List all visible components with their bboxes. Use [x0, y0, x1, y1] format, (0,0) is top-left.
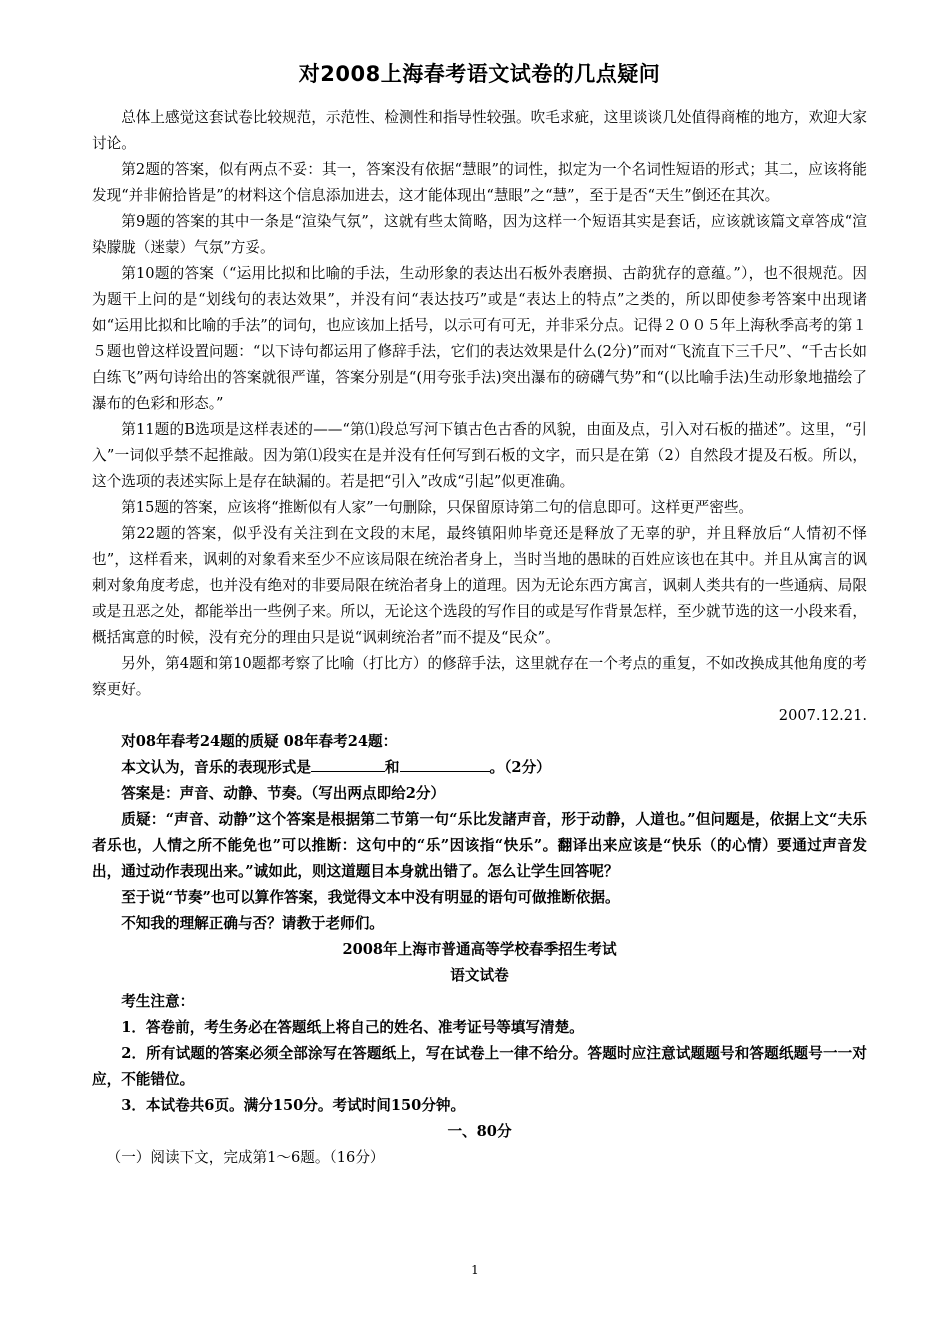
- notice-item: 1．答卷前，考生务必在答题纸上将自己的姓名、准考证号等填写清楚。: [121, 1019, 584, 1036]
- exam-title: 2008年上海市普通高等学校春季招生考试: [342, 941, 617, 958]
- exam-subtitle: 语文试卷: [450, 967, 509, 984]
- question-prefix: 本文认为，音乐的表现形式是: [121, 759, 311, 776]
- paragraph-q11: 第11题的B选项是这样表述的——“第⑴段总写河下镇古色古香的风貌，由面及点，引入对石板的描述”。这里，“引入”一词似乎禁不起推敲。因为第⑴段实在是并没有任何写到石板的文字，而只是在第（2）自然段才提及石板。所以，这个选项的表述实际上是存在缺漏的。若是把“引入”改成“引起”似更准确。: [92, 421, 867, 490]
- paragraph-other: 另外，第4题和第10题都考察了比喻（打比方）的修辞手法，这里就存在一个考点的重复，不如改换成其他角度的考察更好。: [92, 655, 867, 698]
- page-number: 1: [471, 1263, 479, 1277]
- question-text: [92, 755, 867, 781]
- question-mid: 和: [384, 759, 400, 776]
- ask-paragraph: 不知我的理解正确与否？请教于老师们。: [121, 915, 384, 932]
- paragraph-q9: 第9题的答案的其中一条是“渲染气氛”，这就有些太简略，因为这样一个短语其实是套话，应该就该篇文章答成“渲染朦胧（迷蒙）气氛”方妥。: [92, 213, 867, 256]
- doubt-paragraph: 质疑：“声音、动静”这个答案是根据第二节第一句“乐比发諸声音，形于动静，人道也。”但问题是，依据上文“夫乐者乐也，人情之所不能免也”可以推断：这句中的“乐”因该指“快乐”。翻译出来应该是“快乐（的心情）要通过声音发出，通过动作表现出来。”诚如此，则这道题目本身就出错了。怎么让学生回答呢？: [92, 811, 867, 880]
- date-line: 2007.12.21.: [778, 707, 867, 724]
- rhythm-paragraph: 至于说“节奏”也可以算作答案，我觉得文本中没有明显的语句可做推断依据。: [121, 889, 620, 906]
- answer-blank-1: [311, 757, 385, 772]
- paragraph-q10: 第10题的答案（“运用比拟和比喻的手法，生动形象的表达出石板外表磨损、古韵犹存的意蕴。”），也不很规范。因为题干上问的是“划线句的表达效果”，并没有问“表达技巧”或是“表达上的特点”之类的，所以即使参考答案中出现诸如“运用比拟和比喻的手法”的词句，也应该加上括号，以示可有可无，并非采分点。记得２００５年上海秋季高考的第１５题也曾这样设置问题：“以下诗句都运用了修辞手法，它们的表达效果是什么(2分)”而对“飞流直下三千尺”、“千古长如白练飞”两句诗给出的答案就很严谨，答案分别是“(用夸张手法)突出瀑布的磅礴气势”和“(以比喻手法)生动形象地描绘了瀑布的色彩和形态。”: [92, 265, 867, 412]
- document-page: [92, 58, 867, 1171]
- paragraph-q22: 第22题的答案，似乎没有关注到在文段的末尾，最终镇阳帅毕竟还是释放了无辜的驴，并且释放后“人情初不怿也”，这样看来，讽刺的对象看来至少不应该局限在统治者身上，当时当地的愚昧的百姓应该也在其中。并且从寓言的讽刺对象角度考虑，也并没有绝对的非要局限在统治者身上的道理。因为无论东西方寓言，讽刺人类共有的一些通病、局限或是丑恶之处，都能举出一些例子来。所以，无论这个选段的写作目的或是写作背景怎样，至少就节选的这一小段来看，概括寓意的时候，没有充分的理由只是说“讽刺统治者”而不提及“民众”。: [92, 525, 867, 646]
- question-heading: 对08年春考24题的质疑 08年春考24题：: [121, 733, 398, 750]
- paragraph-q15: 第15题的答案，应该将“推断似有人家”一句删除，只保留原诗第二句的信息即可。这样更严密些。: [121, 499, 754, 516]
- question-suffix: 。（2分）: [489, 759, 551, 776]
- section-one-heading: 一、80分: [447, 1123, 512, 1140]
- page-title: 对2008上海春考语文试卷的几点疑问: [298, 62, 661, 86]
- paragraph-q2: 第2题的答案，似有两点不妥：其一，答案没有依据“慧眼”的词性，拟定为一个名词性短语的形式；其二，应该将能发现“并非俯拾皆是”的材料这个信息添加进去，这才能体现出“慧眼”之“慧”，至于是否“天生”倒还在其次。: [92, 161, 867, 204]
- notice-item: 2．所有试题的答案必须全部涂写在答题纸上，写在试卷上一律不给分。答题时应注意试题题号和答题纸题号一一对应，不能错位。: [92, 1045, 867, 1088]
- answer-blank-2: [400, 757, 490, 772]
- paragraph-intro: 总体上感觉这套试卷比较规范，示范性、检测性和指导性较强。吹毛求疵，这里谈谈几处值得商榷的地方，欢迎大家讨论。: [92, 109, 867, 152]
- notice-heading: 考生注意：: [121, 993, 195, 1010]
- answer-line: 答案是：声音、动静、节奏。（写出两点即给2分）: [121, 785, 446, 802]
- notice-item: 3．本试卷共6页。满分150分。考试时间150分钟。: [121, 1097, 466, 1114]
- part-one-instruction: （一）阅读下文，完成第1～6题。（16分）: [106, 1149, 385, 1166]
